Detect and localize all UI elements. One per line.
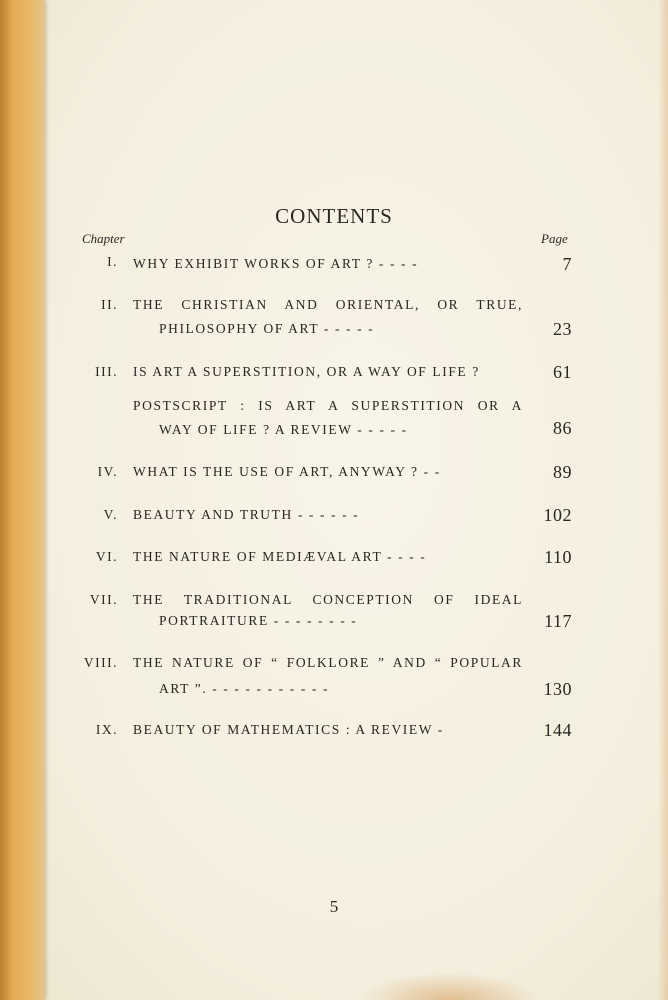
chapter-number: VI. [95, 549, 118, 564]
chapter-title-line: THE CHRISTIAN AND ORIENTAL, OR TRUE, [133, 297, 523, 312]
page-number: 23 [553, 319, 572, 339]
page-number: 86 [553, 418, 572, 438]
chapter-title-line: ART ”. - - - - - - - - - - - [159, 681, 330, 696]
chapter-title-line: THE NATURE OF MEDIÆVAL ART - - - - [133, 549, 427, 564]
chapter-number: VIII. [83, 655, 118, 670]
chapter-title-line: THE TRADITIONAL CONCEPTION OF IDEAL [133, 592, 523, 607]
page-number: 61 [553, 362, 572, 382]
chapter-number: IX. [95, 722, 118, 737]
chapter-column-header: Chapter [82, 231, 125, 246]
page-number: 102 [543, 505, 572, 525]
page-number: 110 [544, 547, 572, 567]
chapter-number: IV. [97, 464, 118, 479]
chapter-title-line: IS ART A SUPERSTITION, OR A WAY OF LIFE ? [133, 364, 480, 379]
chapter-title-line: PORTRAITURE - - - - - - - - [159, 613, 358, 628]
page-number: 130 [543, 679, 572, 699]
chapter-title-line: WAY OF LIFE ? A REVIEW - - - - - [159, 422, 408, 437]
chapter-title-line: WHY EXHIBIT WORKS OF ART ? - - - - [133, 256, 419, 271]
chapter-number: VII. [89, 592, 118, 607]
folio-page-number: 5 [329, 897, 339, 916]
page-title: CONTENTS [275, 204, 393, 228]
page-number: 117 [544, 611, 572, 631]
chapter-title-line: BEAUTY OF MATHEMATICS : A REVIEW - [133, 722, 444, 737]
page-number: 7 [562, 254, 572, 274]
chapter-title-line: THE NATURE OF “ FOLKLORE ” AND “ POPULAR [133, 655, 523, 670]
chapter-number: III. [95, 364, 118, 379]
chapter-title-line: WHAT IS THE USE OF ART, ANYWAY ? - - [133, 464, 441, 479]
chapter-number: II. [101, 297, 118, 312]
chapter-title-line: PHILOSOPHY OF ART - - - - - [159, 321, 375, 336]
page-column-header: Page [541, 231, 568, 246]
chapter-title-line: BEAUTY AND TRUTH - - - - - - [133, 507, 360, 522]
chapter-number: V. [103, 507, 118, 522]
chapter-number: I. [107, 254, 118, 269]
page-number: 144 [543, 720, 572, 740]
page-number: 89 [553, 462, 572, 482]
chapter-title-line: POSTSCRIPT : IS ART A SUPERSTITION OR A [133, 398, 523, 413]
